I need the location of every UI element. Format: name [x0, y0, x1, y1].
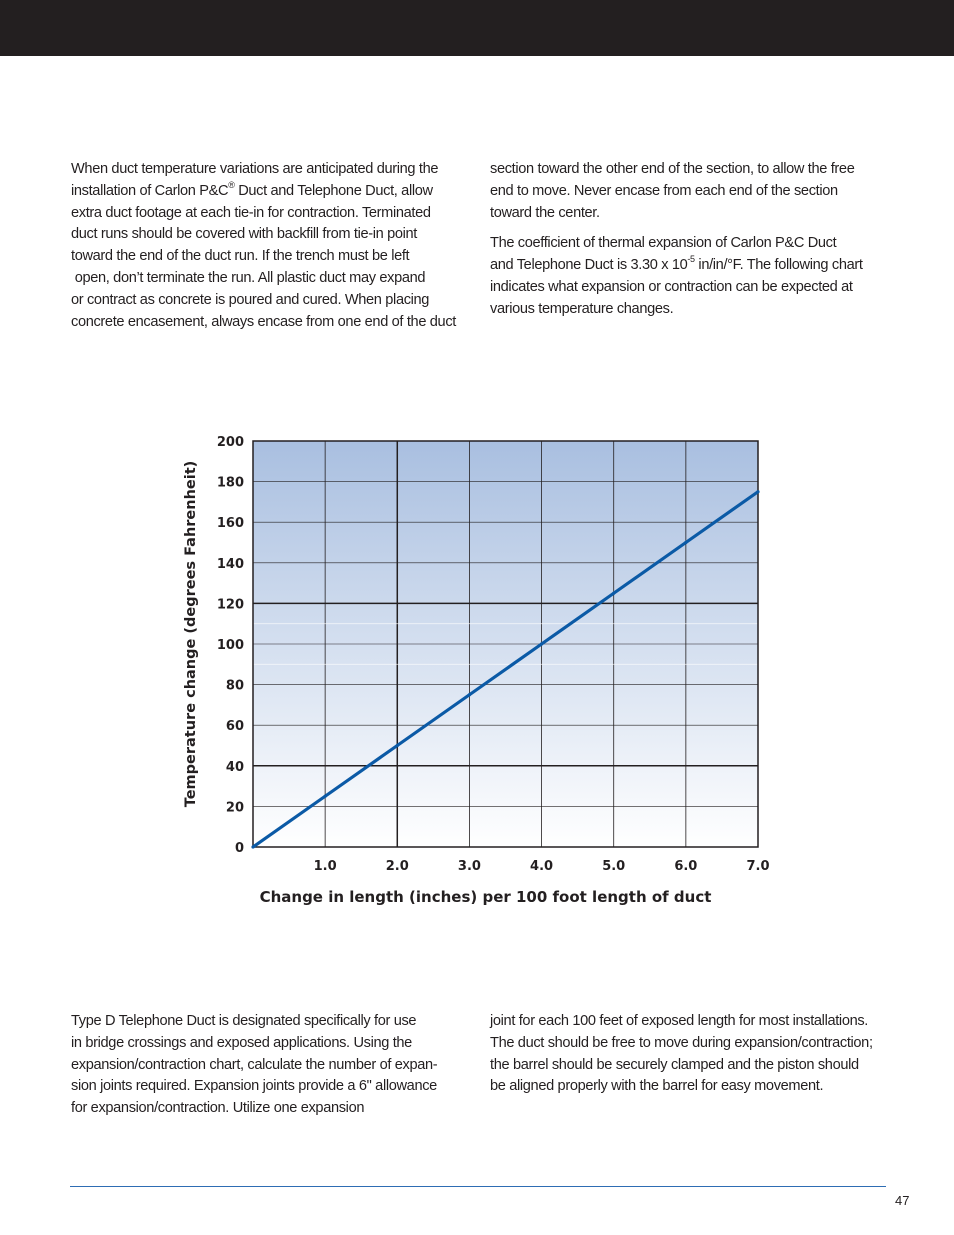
text-line: the barrel should be securely clamped and the piston should [490, 1056, 859, 1073]
intro-left-column [71, 159, 471, 333]
data-point [612, 592, 615, 595]
bottom-left-paragraph [71, 1011, 481, 1120]
header-band [0, 0, 954, 56]
text-line: Type D Telephone Duct is designated specifically for use [71, 1013, 417, 1029]
data-point [684, 541, 687, 544]
text-line: in bridge crossings and exposed applications. Using the [71, 1034, 412, 1051]
y-tick-label: 180 [216, 475, 244, 491]
text-line: concrete encasement, always encase from one end of the duct [71, 313, 456, 330]
text-line: toward the end of the duct run. If the trench must be left [71, 248, 410, 265]
text-line: end to move. Never encase from each end of the section [490, 182, 838, 199]
text-line: duct runs should be covered with backfill from tie-in point [71, 226, 417, 243]
text-line: indicates what expansion or contraction can be expected at [490, 278, 853, 295]
intro-right-paragraph-2 [490, 233, 890, 320]
y-tick-label: 140 [216, 556, 244, 572]
data-point [756, 490, 759, 493]
x-tick-label: 3.0 [457, 859, 481, 874]
y-axis-label: Temperature change (degrees Fahrenheit) [183, 460, 199, 808]
y-tick-label: 160 [216, 516, 244, 532]
text-line: sion joints required. Expansion joints provide a 6" allowance [71, 1078, 437, 1095]
data-point [540, 642, 543, 645]
text-line: section toward the other end of the section, to allow the free [490, 161, 855, 177]
footer-rule [70, 1186, 886, 1187]
x-tick-label: 7.0 [746, 859, 770, 874]
page-number: 47 [895, 1193, 910, 1208]
text-line: Duct and Telephone Duct, allow [234, 182, 433, 199]
bottom-right-paragraph [490, 1011, 900, 1098]
y-tick-label: 100 [216, 638, 244, 653]
bottom-left-column [71, 1011, 481, 1120]
text-line: The coefficient of thermal expansion of Carlon P&C Duct [490, 235, 837, 252]
text-line: various temperature changes. [490, 300, 674, 317]
y-tick-label: 60 [225, 719, 244, 735]
registered-mark: ® [228, 179, 235, 190]
text-line: and Telephone Duct is 3.30 x 10 [490, 257, 688, 274]
y-tick-label: 120 [216, 597, 244, 613]
text-line: open, don’t terminate the run. All plastic duct may expand [71, 269, 426, 286]
data-point [468, 693, 471, 696]
text-line: installation of Carlon P&C [71, 182, 229, 199]
intro-right-column [490, 159, 890, 321]
expansion-chart [170, 425, 770, 915]
y-tick-label: 200 [216, 435, 244, 450]
text-line: extra duct footage at each tie-in for contraction. Terminated [71, 204, 431, 221]
y-tick-label: 0 [234, 841, 244, 856]
text-line: expansion/contraction chart, calculate the number of expan- [71, 1056, 438, 1073]
x-axis-label: Change in length (inches) per 100 foot length of duct [259, 888, 712, 906]
intro-left-paragraph [71, 159, 471, 333]
x-tick-label: 1.0 [313, 859, 337, 874]
y-tick-label: 40 [225, 759, 244, 775]
text-line: or contract as concrete is poured and cured. When placing [71, 291, 430, 308]
intro-right-paragraph-1 [490, 159, 890, 224]
text-line: be aligned properly with the barrel for easy movement. [490, 1078, 824, 1095]
data-point [251, 845, 254, 848]
text-line: When duct temperature variations are anticipated during the [71, 161, 439, 177]
data-point [396, 744, 399, 747]
y-tick-label: 80 [225, 678, 244, 694]
text-line: in/in/°F. The following chart [694, 257, 863, 274]
text-line: for expansion/contraction. Utilize one expansion [71, 1100, 365, 1117]
x-tick-label: 4.0 [530, 859, 554, 874]
x-tick-label: 6.0 [674, 859, 698, 874]
y-tick-label: 20 [225, 800, 244, 816]
x-tick-label: 5.0 [602, 859, 626, 874]
text-line: The duct should be free to move during expansion/contraction; [490, 1034, 873, 1051]
x-tick-label: 2.0 [385, 859, 409, 874]
bottom-right-column [490, 1011, 900, 1098]
text-line: toward the center. [490, 204, 600, 221]
text-line: joint for each 100 feet of exposed length for most installations. [490, 1013, 869, 1029]
data-point [324, 795, 327, 798]
exponent: -5 [687, 254, 695, 265]
